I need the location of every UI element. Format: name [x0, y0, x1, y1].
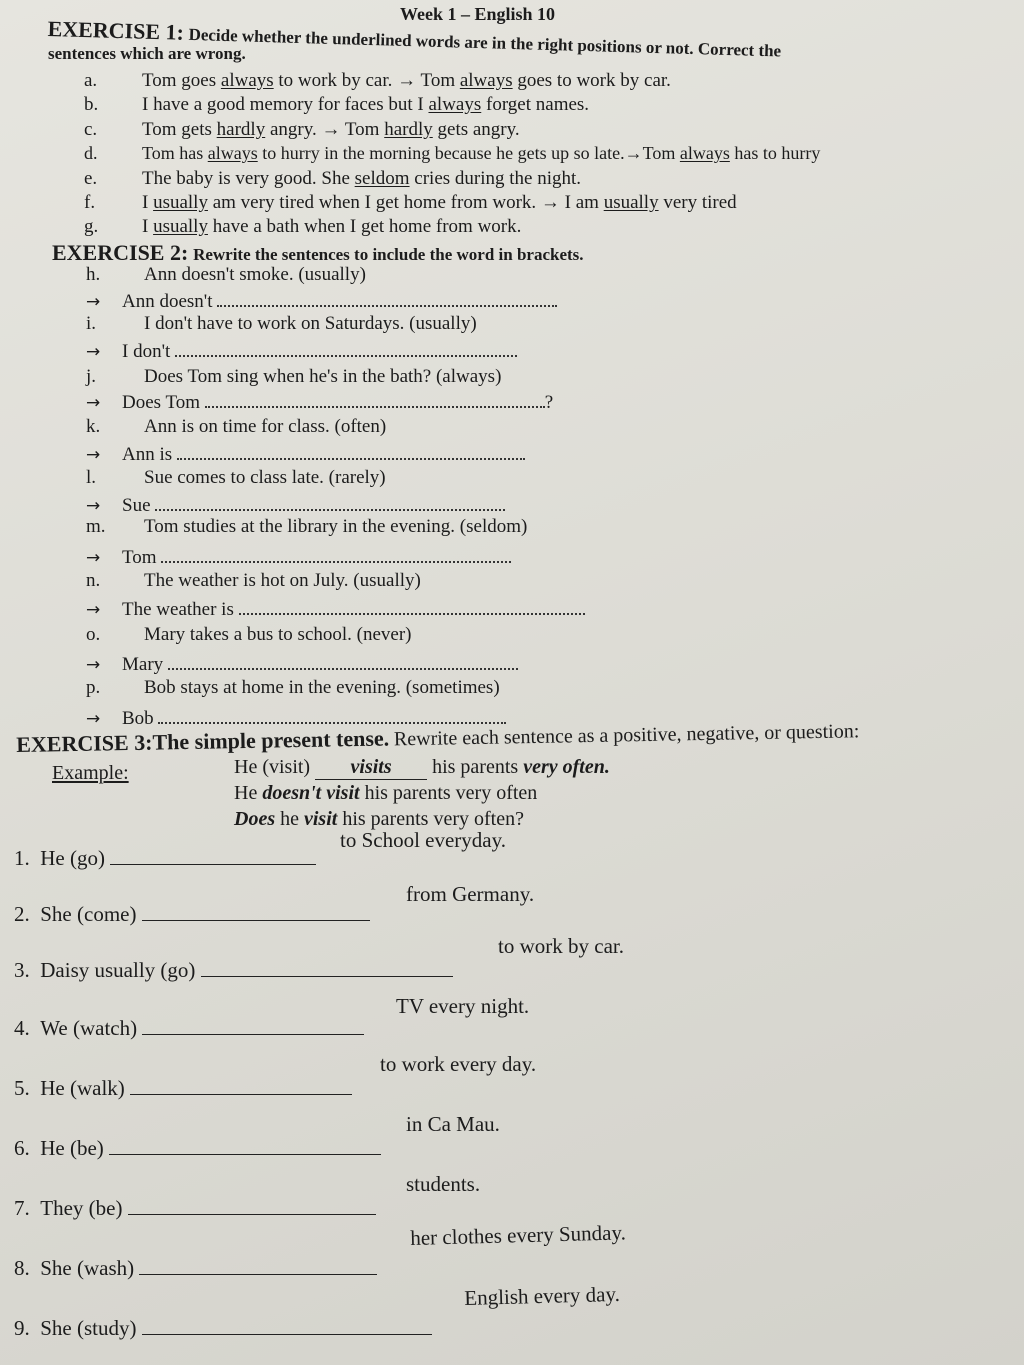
exercise-3-question-8: 8. She (wash): [14, 1256, 377, 1281]
page-header: Week 1 – English 10: [400, 4, 556, 24]
example-label: Example:: [52, 762, 129, 784]
answer-blank[interactable]: [110, 846, 316, 865]
exercise-3-question-3-rest: to work by car.: [498, 934, 624, 958]
exercise-3-question-6: 6. He (be): [14, 1136, 381, 1161]
exercise-2-item-n: n. The weather is hot on July. (usually): [86, 570, 421, 591]
exercise-3-question-4-rest: TV every night.: [396, 994, 530, 1018]
exercise-3-question-6-rest: in Ca Mau.: [406, 1112, 500, 1136]
exercise-3-question-2: 2. She (come): [14, 902, 370, 927]
exercise-3-instruction: Rewrite each sentence as a positive, negative, or question:: [393, 720, 860, 751]
exercise-3-question-8-rest: her clothes every Sunday.: [410, 1220, 627, 1250]
exercise-2-item-m: m. Tom studies at the library in the evening. (seldom): [86, 516, 528, 537]
exercise-2-answer-i[interactable]: → I don't: [86, 339, 517, 363]
answer-blank[interactable]: [139, 1256, 377, 1275]
exercise-3-heading: EXERCISE 3:The simple present tense.: [16, 725, 390, 757]
exercise-2-answer-l[interactable]: → Sue: [86, 493, 505, 517]
exercise-1-item-e: e. The baby is very good. She seldom cries during the night.: [84, 168, 582, 189]
exercise-3-question-5-rest: to work every day.: [380, 1052, 537, 1076]
example-line-2: He doesn't visit his parents very often: [234, 782, 538, 804]
exercise-1-item-d: d. Tom has always to hurry in the morning because he gets up so late.→Tom always has to hurry: [84, 143, 821, 163]
exercise-2-answer-h[interactable]: → Ann doesn't: [86, 289, 557, 313]
answer-line[interactable]: [168, 652, 518, 670]
exercise-1-instruction: Decide whether the underlined words are in the right positions or not. Correct the: [188, 24, 782, 61]
answer-blank[interactable]: [201, 958, 453, 977]
answer-line[interactable]: [175, 339, 517, 357]
exercise-3-question-9-rest: English every day.: [464, 1281, 621, 1310]
exercise-1-item-a: a. Tom goes always to work by car. → Tom always goes to work by car.: [84, 70, 671, 91]
exercise-2-heading: EXERCISE 2:: [52, 240, 189, 265]
example-line-1: He (visit) visits his parents very often.: [234, 756, 610, 778]
arrow-icon: →: [86, 548, 101, 568]
arrow-icon: →: [86, 496, 101, 516]
answer-blank[interactable]: [142, 1016, 364, 1035]
answer-blank[interactable]: [142, 1316, 432, 1335]
exercise-3-question-2-rest: from Germany.: [406, 882, 535, 906]
answer-blank[interactable]: [128, 1196, 376, 1215]
answer-line[interactable]: [205, 390, 545, 408]
arrow-icon: →: [86, 393, 101, 413]
answer-line[interactable]: [239, 597, 585, 615]
arrow-icon: →: [86, 600, 101, 620]
exercise-2-title: [52, 240, 584, 266]
exercise-3-question-1-rest: to School everyday.: [340, 828, 507, 852]
arrow-icon: →: [86, 709, 101, 729]
answer-line[interactable]: [161, 545, 511, 563]
exercise-3-question-7-rest: students.: [406, 1172, 481, 1196]
answer-line[interactable]: [217, 289, 557, 307]
exercise-3-question-1: 1. He (go): [14, 846, 316, 871]
exercise-1-instruction-line2: sentences which are wrong.: [48, 44, 246, 63]
answer-line[interactable]: [177, 442, 525, 460]
exercise-2-answer-p[interactable]: → Bob: [86, 706, 506, 730]
example-line-3: Does he visit his parents very often?: [234, 808, 524, 830]
exercise-2-item-o: o. Mary takes a bus to school. (never): [86, 624, 412, 645]
exercise-3-question-3: 3. Daisy usually (go): [14, 958, 453, 983]
exercise-3-question-9: 9. She (study): [14, 1316, 432, 1341]
answer-blank[interactable]: [109, 1136, 381, 1155]
answer-blank[interactable]: [130, 1076, 352, 1095]
arrow-icon: →: [86, 655, 101, 675]
exercise-1-heading: EXERCISE 1:: [47, 16, 185, 45]
arrow-icon: →: [86, 342, 101, 362]
exercise-2-item-h: h. Ann doesn't smoke. (usually): [86, 264, 366, 285]
exercise-3-question-5: 5. He (walk): [14, 1076, 352, 1101]
exercise-2-item-l: l. Sue comes to class late. (rarely): [86, 467, 386, 488]
answer-blank[interactable]: [142, 902, 370, 921]
exercise-2-answer-k[interactable]: → Ann is: [86, 442, 525, 466]
exercise-1-item-f: f. I usually am very tired when I get home from work. → I am usually very tired: [84, 192, 737, 213]
exercise-3-question-7: 7. They (be): [14, 1196, 376, 1221]
exercise-2-instruction: Rewrite the sentences to include the word in brackets.: [193, 245, 584, 264]
exercise-2-answer-n[interactable]: → The weather is: [86, 597, 585, 621]
answer-line[interactable]: [155, 493, 505, 511]
exercise-1-item-c: c. Tom gets hardly angry. → Tom hardly gets angry.: [84, 119, 520, 140]
exercise-2-item-i: i. I don't have to work on Saturdays. (usually): [86, 313, 477, 334]
exercise-2-item-p: p. Bob stays at home in the evening. (sometimes): [86, 677, 500, 698]
exercise-2-item-j: j. Does Tom sing when he's in the bath? (always): [86, 366, 502, 387]
exercise-1-item-b: b. I have a good memory for faces but I always forget names.: [84, 94, 590, 115]
arrow-icon: →: [86, 292, 101, 312]
arrow-icon: →: [86, 445, 101, 465]
exercise-1-item-g: g. I usually have a bath when I get home from work.: [84, 216, 522, 237]
answer-line[interactable]: [158, 706, 506, 724]
exercise-2-answer-j[interactable]: → Does Tom ?: [86, 392, 554, 413]
exercise-2-item-k: k. Ann is on time for class. (often): [86, 416, 387, 437]
exercise-2-answer-o[interactable]: → Mary: [86, 652, 518, 676]
exercise-2-answer-m[interactable]: → Tom: [86, 545, 511, 569]
exercise-3-question-4: 4. We (watch): [14, 1016, 364, 1041]
